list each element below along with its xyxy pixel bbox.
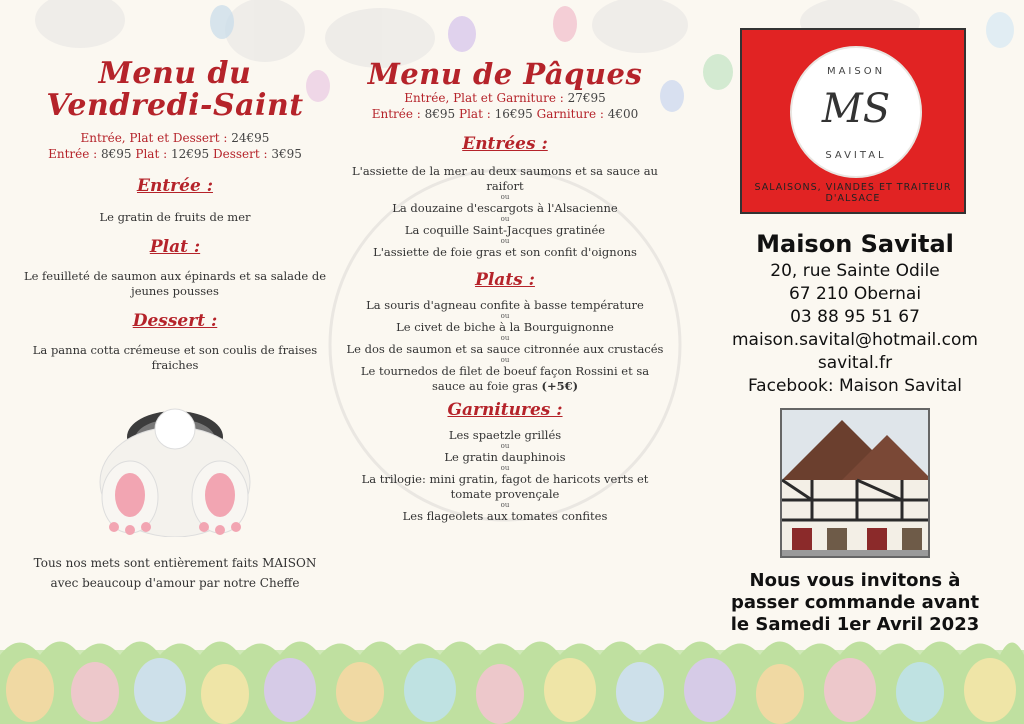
- or-separator: ou: [500, 442, 510, 450]
- order-invitation: Nous vous invitons à passer commande avant le Samedi 1er Avril 2023: [730, 570, 980, 635]
- good-friday-title-line2: Vendredi-Saint: [46, 88, 304, 123]
- list-item: La douzaine d'escargots à l'Alsacienne: [392, 201, 618, 215]
- easter-entrees-heading: Entrées :: [462, 134, 548, 154]
- good-friday-title-line1: Menu du: [98, 56, 252, 91]
- list-item: Les flageolets aux tomates confites: [402, 509, 608, 523]
- list-item: La souris d'agneau confite à basse température: [366, 298, 644, 312]
- bunny-bottom-illustration: [90, 387, 260, 537]
- list-item: L'assiette de la mer au deux saumons et sa sauce au raifort: [352, 164, 658, 193]
- or-separator: ou: [500, 356, 510, 364]
- or-separator: ou: [500, 464, 510, 472]
- list-item: La trilogie: mini gratin, fagot de haricots verts et tomate provençale: [361, 472, 649, 501]
- good-friday-plat-heading: Plat :: [149, 237, 201, 257]
- or-separator: ou: [500, 193, 510, 201]
- list-item: La coquille Saint-Jacques gratinée: [404, 223, 606, 237]
- homemade-note: Tous nos mets sont entièrement faits MAISON avec beaucoup d'amour par notre Cheffe: [33, 556, 317, 590]
- good-friday-entree-heading: Entrée :: [137, 176, 213, 196]
- list-item: Le gratin dauphinois: [444, 450, 566, 464]
- supplement-badge: (+5€): [541, 379, 579, 393]
- logo-circle: MAISON MS SAVITAL: [790, 46, 922, 178]
- easter-garnitures-heading: Garnitures :: [447, 400, 563, 420]
- good-friday-dessert-item: La panna cotta crémeuse et son coulis de fraises fraiches: [32, 343, 318, 372]
- good-friday-dessert-heading: Dessert :: [132, 311, 218, 331]
- logo-tagline: SALAISONS, VIANDES ET TRAITEUR D'ALSACE: [754, 182, 952, 204]
- address-line1: 20, rue Sainte Odile: [770, 261, 940, 281]
- website: savital.fr: [817, 353, 893, 373]
- or-separator: ou: [500, 501, 510, 509]
- list-item: Le dos de saumon et sa sauce citronnée aux crustacés: [346, 342, 664, 356]
- or-separator: ou: [500, 334, 510, 342]
- good-friday-plat-item: Le feuilleté de saumon aux épinards et sa salade de jeunes pousses: [23, 269, 327, 298]
- shop-info: [700, 28, 1010, 636]
- easter-entrees-list: [345, 164, 665, 260]
- address-line2: 67 210 Obernai: [788, 284, 922, 304]
- easter-plats-heading: Plats :: [475, 270, 535, 290]
- shop-name: Maison Savital: [756, 230, 954, 258]
- good-friday-price-main: Entrée, Plat et Dessert : 24€95: [80, 131, 270, 145]
- good-friday-menu: [10, 58, 340, 593]
- easter-price-detail: Entrée : 8€95 Plat : 16€95 Garniture : 4€00: [371, 107, 639, 121]
- list-item: Les spaetzle grillés: [448, 428, 562, 442]
- facebook-page: Facebook: Maison Savital: [747, 376, 963, 396]
- shop-building-photo: [780, 408, 930, 558]
- easter-plats-list: [345, 298, 665, 394]
- maison-savital-logo: [740, 28, 966, 214]
- email-address: maison.savital@hotmail.com: [732, 330, 978, 350]
- list-item: Le civet de biche à la Bourguignonne: [396, 320, 614, 334]
- good-friday-entree-item: Le gratin de fruits de mer: [99, 210, 251, 224]
- or-separator: ou: [500, 215, 510, 223]
- phone-number: 03 88 95 51 67: [790, 307, 920, 327]
- contact-block: [700, 260, 1010, 398]
- good-friday-price-detail: Entrée : 8€95 Plat : 12€95 Dessert : 3€95: [48, 147, 302, 161]
- list-item: Le tournedos de filet de boeuf façon Rossini et sa sauce au foie gras (+5€): [360, 364, 650, 393]
- easter-menu-title: Menu de Pâques: [367, 57, 643, 91]
- easter-garnitures-list: [345, 428, 665, 524]
- easter-price-main: Entrée, Plat et Garniture : 27€95: [404, 91, 606, 105]
- list-item: L'assiette de foie gras et son confit d'oignons: [373, 245, 637, 259]
- or-separator: ou: [500, 312, 510, 320]
- or-separator: ou: [500, 237, 510, 245]
- easter-menu: [345, 58, 665, 524]
